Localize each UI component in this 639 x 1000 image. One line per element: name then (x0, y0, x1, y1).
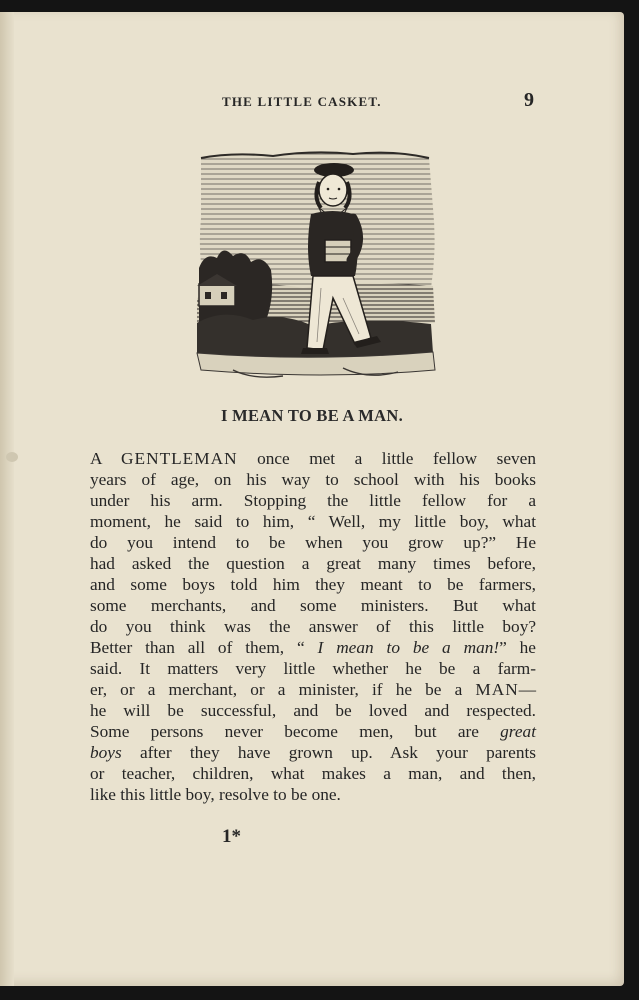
body-line: boys after they have grown up. Ask your parents (90, 743, 536, 762)
page-header (0, 89, 624, 112)
signature-mark: 1* (222, 826, 241, 847)
body-line: moment, he said to him, “ Well, my little boy, what (90, 512, 536, 531)
body-line: said. It matters very little whether he be a farm- (90, 659, 536, 678)
paper-stain (6, 452, 18, 462)
body-line: Some persons never become men, but are great (90, 722, 536, 741)
italic-word: great (500, 722, 536, 741)
page-number: 9 (524, 89, 534, 111)
body-line: had asked the question a great many times before, (90, 554, 536, 573)
italic-quote: I mean to be a man! (317, 638, 500, 657)
story-title: I MEAN TO BE A MAN. (220, 406, 404, 425)
body-line: under his arm. Stopping the little fellow for a (90, 491, 536, 510)
body-line: or teacher, children, what makes a man, and then, (90, 764, 536, 783)
body-line: like this little boy, resolve to be one. (90, 785, 341, 804)
small-caps-word: GENTLEMAN (121, 449, 238, 468)
body-line: some merchants, and some ministers. But what (90, 596, 536, 615)
body-line: A GENTLEMAN once met a little fellow seven (90, 449, 536, 468)
page-gutter (0, 12, 14, 986)
story-body (90, 448, 536, 805)
body-line: Better than all of them, “ I mean to be a man!” he (90, 638, 536, 657)
body-line: and some boys told him they meant to be farmers, (90, 575, 536, 594)
small-caps-word: MAN (475, 680, 519, 699)
body-line: he will be successful, and be loved and respected. (90, 701, 536, 720)
body-line: do you intend to be when you grow up?” He (90, 533, 536, 552)
body-line: years of age, on his way to school with his books (90, 470, 536, 489)
running-head: THE LITTLE CASKET. (222, 94, 382, 109)
body-line: er, or a merchant, or a minister, if he be a MAN— (90, 680, 536, 699)
italic-word: boys (90, 743, 122, 762)
boy-woodcut-illustration (193, 148, 439, 386)
body-line: do you think was the answer of this little boy? (90, 617, 536, 636)
